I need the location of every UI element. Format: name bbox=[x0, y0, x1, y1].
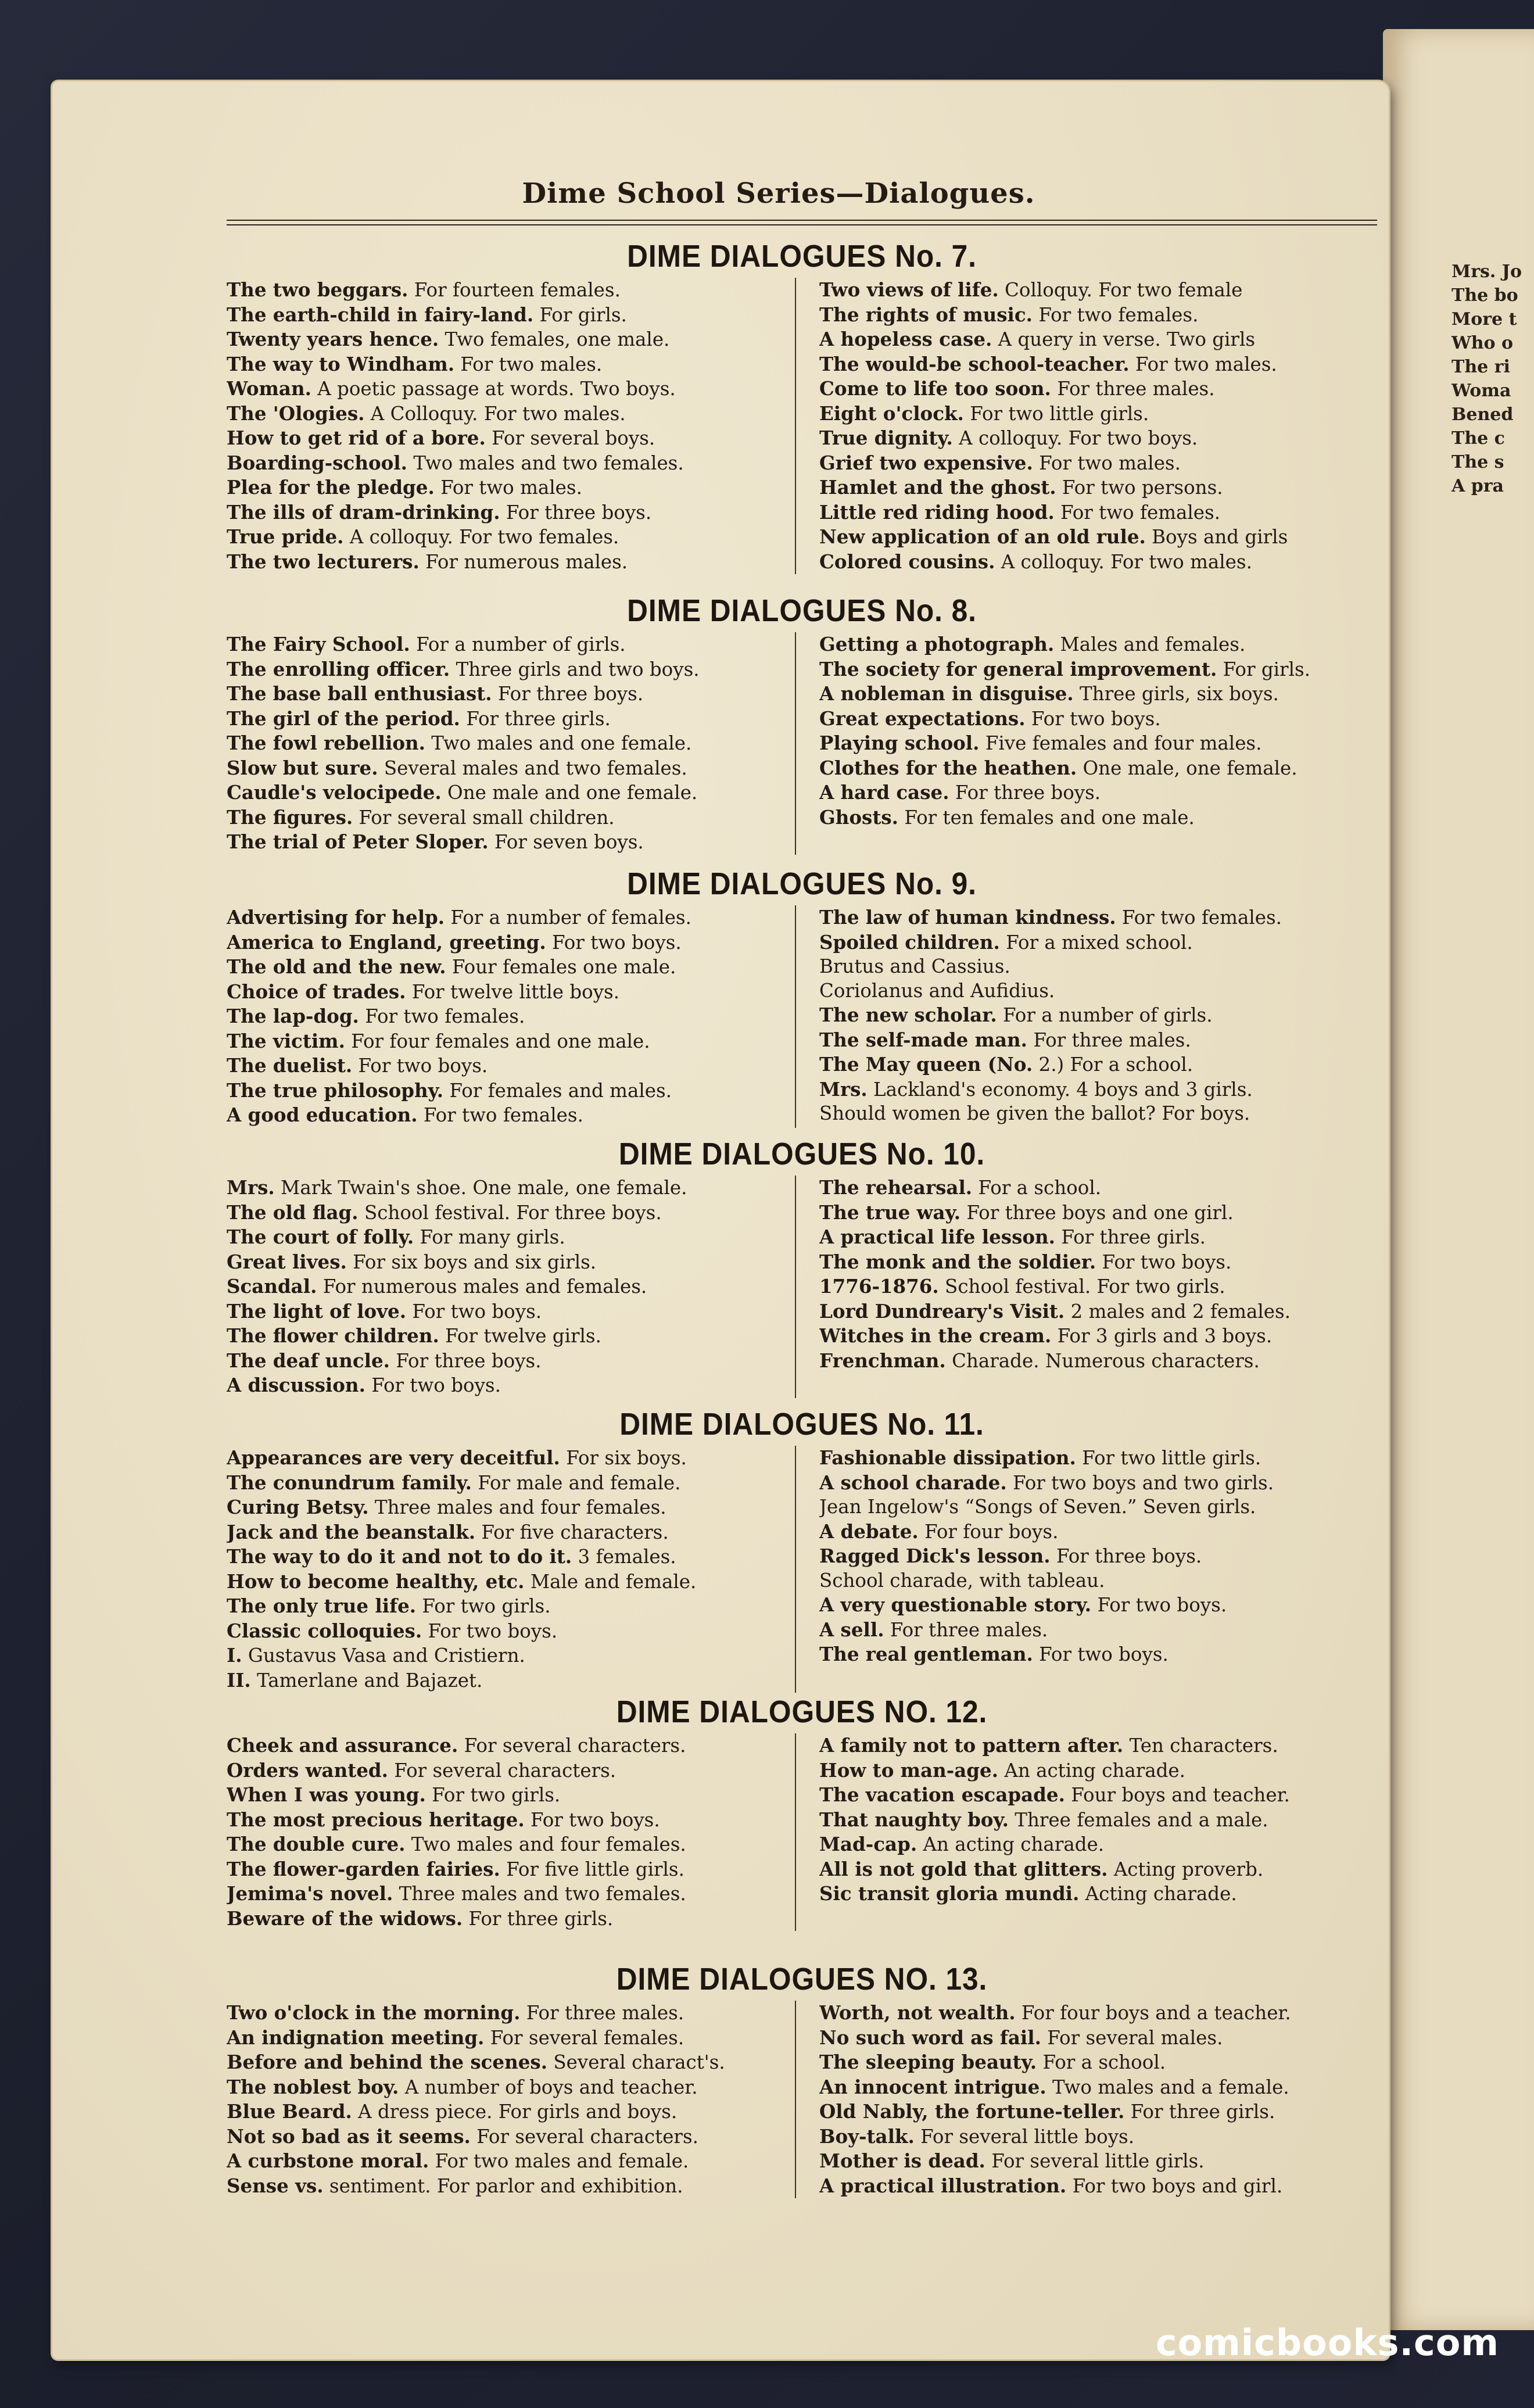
column-divider bbox=[795, 278, 796, 574]
dialogue-entry: Slow but sure. Several males and two females. bbox=[227, 756, 687, 779]
left-column bbox=[227, 1733, 802, 1931]
dialogue-entry: The victim. For four females and one male. bbox=[227, 1029, 650, 1052]
dialogue-entry: Advertising for help. For a number of females. bbox=[227, 906, 691, 929]
dialogue-entry: I. Gustavus Vasa and Cristiern. bbox=[227, 1644, 525, 1667]
dialogue-entry: A practical life lesson. For three girls. bbox=[819, 1226, 1206, 1248]
dialogue-entry: Spoiled children. For a mixed school. bbox=[819, 930, 1193, 954]
dialogue-entry: Sense vs. sentiment. For parlor and exhibition. bbox=[227, 2174, 683, 2197]
dialogue-entry: Getting a photograph. Males and females. bbox=[819, 633, 1246, 655]
dialogue-entry: The May queen (No. 2.) For a school. bbox=[819, 1053, 1193, 1076]
dialogue-entry: Eight o'clock. For two little girls. bbox=[819, 402, 1149, 425]
dialogue-entry: The enrolling officer. Three girls and two boys. bbox=[227, 657, 700, 680]
dialogue-entry: The base ball enthusiast. For three boys. bbox=[227, 682, 644, 705]
dialogue-columns bbox=[227, 1176, 1377, 1398]
adjacent-page-text: A pra bbox=[1451, 476, 1504, 496]
dialogue-entry: A nobleman in disguise. Three girls, six boys. bbox=[819, 682, 1279, 705]
dialogue-entry: The two beggars. For fourteen females. bbox=[227, 278, 621, 301]
right-column bbox=[802, 2001, 1377, 2198]
section-title: DIME DIALOGUES No. 7. bbox=[627, 239, 977, 274]
dialogue-section bbox=[227, 1406, 1377, 1693]
dialogue-entry: Choice of trades. For twelve little boys. bbox=[227, 980, 620, 1003]
site-watermark: comicbooks.com bbox=[1155, 2321, 1499, 2364]
dialogue-entry: The old flag. School festival. For three boys. bbox=[227, 1201, 662, 1224]
dialogue-entry: Jack and the beanstalk. For five characters. bbox=[227, 1520, 669, 1543]
right-column bbox=[802, 1733, 1377, 1931]
dialogue-section bbox=[227, 866, 1377, 1128]
dialogue-entry: The light of love. For two boys. bbox=[227, 1299, 542, 1323]
left-column bbox=[227, 1176, 802, 1398]
dialogue-entry: The 'Ologies. A Colloquy. For two males. bbox=[227, 402, 626, 425]
dialogue-entry: Two views of life. Colloquy. For two female bbox=[819, 278, 1243, 301]
dialogue-entry: All is not gold that glitters. Acting proverb. bbox=[819, 1857, 1264, 1880]
dialogue-entry: A hopeless case. A query in verse. Two girls bbox=[819, 328, 1256, 350]
right-column bbox=[802, 278, 1377, 574]
left-column bbox=[227, 278, 802, 574]
dialogue-columns bbox=[227, 905, 1377, 1128]
dialogue-entry: A school charade. For two boys and two girls. bbox=[819, 1471, 1274, 1494]
left-column bbox=[227, 1446, 802, 1693]
dialogue-entry: The way to Windham. For two males. bbox=[227, 352, 603, 375]
dialogue-section bbox=[227, 593, 1377, 855]
dialogue-entry: A hard case. For three boys. bbox=[819, 781, 1101, 804]
column-divider bbox=[795, 1733, 796, 1931]
dialogue-entry: Playing school. Five females and four males. bbox=[819, 732, 1262, 754]
dialogue-entry: The flower children. For twelve girls. bbox=[227, 1324, 601, 1347]
dialogue-entry: True pride. A colloquy. For two females. bbox=[227, 525, 619, 548]
dialogue-entry: Boarding-school. Two males and two females. bbox=[227, 451, 684, 474]
section-title: DIME DIALOGUES NO. 12. bbox=[616, 1694, 988, 1729]
dialogue-columns bbox=[227, 1446, 1377, 1693]
dialogue-entry: Colored cousins. A colloquy. For two males. bbox=[819, 550, 1252, 573]
dialogue-entry: How to man-age. An acting charade. bbox=[819, 1758, 1185, 1782]
dialogue-columns bbox=[227, 632, 1377, 855]
dialogue-entry: The true way. For three boys and one girl. bbox=[819, 1201, 1234, 1224]
adjacent-page bbox=[1383, 29, 1534, 2330]
dialogue-entry: A discussion. For two boys. bbox=[227, 1374, 501, 1396]
dialogue-entry: Woman. A poetic passage at words. Two boys. bbox=[227, 377, 676, 400]
dialogue-entry: An indignation meeting. For several females. bbox=[227, 2026, 684, 2049]
dialogue-entry: When I was young. For two girls. bbox=[227, 1783, 561, 1806]
dialogue-entry: School charade, with tableau. bbox=[819, 1569, 1105, 1592]
dialogue-entry: Jemima's novel. Three males and two females. bbox=[227, 1882, 686, 1905]
dialogue-entry: The court of folly. For many girls. bbox=[227, 1226, 565, 1248]
right-column bbox=[802, 632, 1377, 855]
column-divider bbox=[795, 905, 796, 1128]
adjacent-page-text: Mrs. Jo bbox=[1451, 261, 1522, 282]
dialogue-entry: Two o'clock in the morning. For three males. bbox=[227, 2001, 684, 2024]
adjacent-page-text: The s bbox=[1451, 452, 1504, 472]
dialogue-entry: Appearances are very deceitful. For six boys. bbox=[227, 1446, 687, 1469]
dialogue-entry: The rehearsal. For a school. bbox=[819, 1176, 1102, 1199]
dialogue-entry: The monk and the soldier. For two boys. bbox=[819, 1250, 1232, 1273]
dialogue-entry: Coriolanus and Aufidius. bbox=[819, 979, 1055, 1002]
dialogue-entry: A curbstone moral. For two males and female. bbox=[227, 2149, 689, 2172]
dialogue-entry: Grief two expensive. For two males. bbox=[819, 451, 1181, 474]
dialogue-entry: The lap-dog. For two females. bbox=[227, 1005, 525, 1027]
dialogue-entry: 1776-1876. School festival. For two girls. bbox=[819, 1275, 1225, 1298]
dialogue-entry: Great expectations. For two boys. bbox=[819, 707, 1161, 730]
dialogue-entry: The vacation escapade. Four boys and teacher. bbox=[819, 1783, 1290, 1806]
dialogue-entry: Cheek and assurance. For several characters. bbox=[227, 1734, 686, 1757]
column-divider bbox=[795, 1446, 796, 1693]
dialogue-entry: A good education. For two females. bbox=[227, 1103, 583, 1126]
dialogue-entry: The only true life. For two girls. bbox=[227, 1594, 551, 1617]
dialogue-section bbox=[227, 1136, 1377, 1398]
dialogue-entry: Caudle's velocipede. One male and one female. bbox=[227, 781, 698, 804]
dialogue-entry: Jean Ingelow's “Songs of Seven.” Seven girls. bbox=[819, 1496, 1256, 1518]
book-page bbox=[52, 81, 1389, 2359]
dialogue-entry: Twenty years hence. Two females, one male. bbox=[227, 328, 670, 350]
dialogue-entry: The new scholar. For a number of girls. bbox=[819, 1004, 1213, 1026]
adjacent-page-text: The c bbox=[1451, 428, 1505, 449]
dialogue-section bbox=[227, 238, 1377, 574]
dialogue-entry: The double cure. Two males and four females. bbox=[227, 1833, 686, 1855]
dialogue-entry: The sleeping beauty. For a school. bbox=[819, 2051, 1166, 2073]
dialogue-entry: America to England, greeting. For two boys. bbox=[227, 930, 682, 954]
dialogue-entry: The would-be school-teacher. For two males. bbox=[819, 352, 1277, 375]
dialogue-entry: The trial of Peter Sloper. For seven boys. bbox=[227, 830, 644, 853]
dialogue-entry: Worth, not wealth. For four boys and a teacher. bbox=[819, 2001, 1291, 2024]
dialogue-entry: The conundrum family. For male and female. bbox=[227, 1471, 681, 1494]
section-title: DIME DIALOGUES No. 9. bbox=[627, 866, 977, 901]
section-title: DIME DIALOGUES No. 10. bbox=[618, 1137, 985, 1171]
dialogue-entry: Not so bad as it seems. For several characters. bbox=[227, 2124, 698, 2148]
section-title: DIME DIALOGUES NO. 13. bbox=[616, 1962, 988, 1997]
dialogue-entry: Beware of the widows. For three girls. bbox=[227, 1907, 614, 1930]
dialogue-entry: The most precious heritage. For two boys. bbox=[227, 1808, 660, 1831]
dialogue-entry: Boy-talk. For several little boys. bbox=[819, 2124, 1135, 2148]
dialogue-entry: Orders wanted. For several characters. bbox=[227, 1758, 617, 1782]
right-column bbox=[802, 1176, 1377, 1398]
dialogue-entry: An innocent intrigue. Two males and a female. bbox=[819, 2075, 1289, 2098]
dialogue-entry: The duelist. For two boys. bbox=[227, 1054, 488, 1077]
dialogue-entry: How to get rid of a bore. For several boys. bbox=[227, 427, 655, 449]
dialogue-section bbox=[227, 1961, 1377, 2198]
dialogue-entry: The deaf uncle. For three boys. bbox=[227, 1349, 542, 1372]
right-column bbox=[802, 1446, 1377, 1693]
adjacent-page-text: Bened bbox=[1451, 404, 1514, 425]
dialogue-entry: A family not to pattern after. Ten characters. bbox=[819, 1734, 1278, 1757]
dialogue-entry: Old Nably, the fortune-teller. For three girls. bbox=[819, 2100, 1275, 2123]
dialogue-entry: True dignity. A colloquy. For two boys. bbox=[819, 427, 1198, 449]
dialogue-entry: The noblest boy. A number of boys and teacher. bbox=[227, 2075, 698, 2098]
dialogue-section bbox=[227, 1694, 1377, 1931]
dialogue-entry: Ghosts. For ten females and one male. bbox=[819, 805, 1195, 829]
adjacent-page-text: Woma bbox=[1451, 381, 1511, 401]
dialogue-entry: The true philosophy. For females and males. bbox=[227, 1078, 672, 1102]
dialogue-entry: A very questionable story. For two boys. bbox=[819, 1593, 1227, 1616]
dialogue-entry: Curing Betsy. Three males and four females. bbox=[227, 1496, 666, 1518]
dialogue-entry: The way to do it and not to do it. 3 females. bbox=[227, 1545, 676, 1568]
dialogue-entry: Mad-cap. An acting charade. bbox=[819, 1833, 1105, 1855]
dialogue-entry: Mother is dead. For several little girls. bbox=[819, 2149, 1205, 2172]
dialogue-entry: The fowl rebellion. Two males and one female. bbox=[227, 732, 692, 754]
dialogue-entry: The flower-garden fairies. For five little girls. bbox=[227, 1857, 684, 1880]
right-column bbox=[802, 905, 1377, 1128]
dialogue-entry: Blue Beard. A dress piece. For girls and boys. bbox=[227, 2100, 678, 2123]
dialogue-entry: The two lecturers. For numerous males. bbox=[227, 550, 628, 573]
dialogue-entry: Witches in the cream. For 3 girls and 3 boys. bbox=[819, 1324, 1273, 1347]
dialogue-entry: Fashionable dissipation. For two little girls. bbox=[819, 1446, 1261, 1469]
adjacent-page-text: More t bbox=[1451, 309, 1517, 329]
dialogue-entry: How to become healthy, etc. Male and female. bbox=[227, 1569, 697, 1593]
dialogue-entry: II. Tamerlane and Bajazet. bbox=[227, 1668, 483, 1692]
header-rule bbox=[227, 220, 1377, 225]
dialogue-entry: The figures. For several small children. bbox=[227, 805, 615, 829]
dialogue-entry: Scandal. For numerous males and females. bbox=[227, 1275, 647, 1298]
dialogue-entry: Little red riding hood. For two females. bbox=[819, 500, 1221, 524]
dialogue-entry: The earth-child in fairy-land. For girls. bbox=[227, 303, 627, 326]
dialogue-entry: Classic colloquies. For two boys. bbox=[227, 1619, 558, 1642]
dialogue-entry: Should women be given the ballot? For boys. bbox=[819, 1102, 1250, 1124]
dialogue-entry: Ragged Dick's lesson. For three boys. bbox=[819, 1545, 1202, 1567]
dialogue-entry: Great lives. For six boys and six girls. bbox=[227, 1250, 597, 1273]
dialogue-entry: Frenchman. Charade. Numerous characters. bbox=[819, 1349, 1260, 1372]
dialogue-entry: The Fairy School. For a number of girls. bbox=[227, 633, 626, 655]
dialogue-entry: Hamlet and the ghost. For two persons. bbox=[819, 476, 1223, 499]
left-column bbox=[227, 2001, 802, 2198]
column-divider bbox=[795, 2001, 796, 2198]
dialogue-entry: The rights of music. For two females. bbox=[819, 303, 1199, 326]
dialogue-entry: The society for general improvement. For girls. bbox=[819, 657, 1310, 680]
dialogue-entry: Clothes for the heathen. One male, one female. bbox=[819, 756, 1298, 779]
left-column bbox=[227, 632, 802, 855]
dialogue-entry: Brutus and Cassius. bbox=[819, 955, 1010, 977]
dialogue-entry: No such word as fail. For several males. bbox=[819, 2026, 1223, 2049]
dialogue-entry: A practical illustration. For two boys and girl. bbox=[819, 2174, 1283, 2197]
dialogue-entry: The real gentleman. For two boys. bbox=[819, 1643, 1169, 1665]
dialogue-entry: Mrs. Lackland's economy. 4 boys and 3 girls. bbox=[819, 1077, 1253, 1101]
dialogue-entry: Plea for the pledge. For two males. bbox=[227, 476, 582, 499]
dialogue-entry: Sic transit gloria mundi. Acting charade. bbox=[819, 1882, 1237, 1905]
dialogue-entry: The old and the new. Four females one male. bbox=[227, 955, 676, 978]
dialogue-entry: A sell. For three males. bbox=[819, 1618, 1048, 1641]
column-divider bbox=[795, 1176, 796, 1398]
dialogue-entry: New application of an old rule. Boys and girls bbox=[819, 525, 1288, 548]
dialogue-columns bbox=[227, 2001, 1377, 2198]
section-title: DIME DIALOGUES No. 11. bbox=[619, 1407, 984, 1442]
dialogue-entry: Come to life too soon. For three males. bbox=[819, 377, 1215, 400]
left-column bbox=[227, 905, 802, 1128]
dialogue-entry: That naughty boy. Three females and a male. bbox=[819, 1808, 1268, 1831]
adjacent-page-text: The bo bbox=[1451, 285, 1518, 306]
column-divider bbox=[795, 632, 796, 855]
dialogue-columns bbox=[227, 278, 1377, 574]
dialogue-entry: The self-made man. For three males. bbox=[819, 1028, 1191, 1051]
dialogue-entry: A debate. For four boys. bbox=[819, 1520, 1059, 1543]
adjacent-page-text: Who o bbox=[1451, 333, 1513, 353]
dialogue-entry: The ills of dram-drinking. For three boys. bbox=[227, 500, 652, 524]
dialogue-entry: The girl of the period. For three girls. bbox=[227, 707, 611, 730]
dialogue-entry: Before and behind the scenes. Several charact's. bbox=[227, 2051, 725, 2073]
dialogue-columns bbox=[227, 1733, 1377, 1931]
running-head: Dime School Series—Dialogues. bbox=[522, 177, 1035, 210]
dialogue-entry: Mrs. Mark Twain's shoe. One male, one female. bbox=[227, 1176, 687, 1199]
dialogue-entry: Lord Dundreary's Visit. 2 males and 2 females. bbox=[819, 1299, 1291, 1323]
dialogue-entry: The law of human kindness. For two females. bbox=[819, 906, 1282, 929]
adjacent-page-text: The ri bbox=[1451, 357, 1510, 377]
section-title: DIME DIALOGUES No. 8. bbox=[627, 593, 977, 628]
